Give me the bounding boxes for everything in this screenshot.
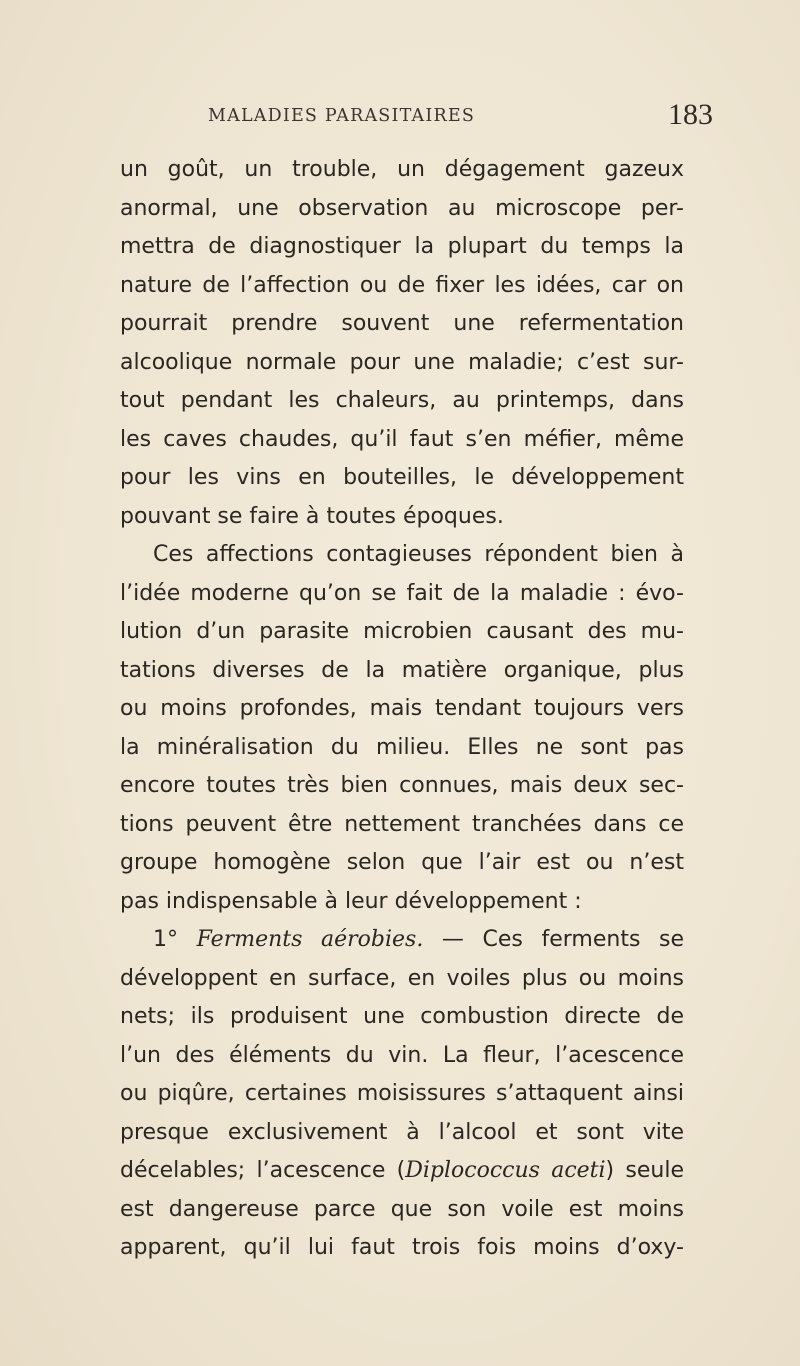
- text-line: mettra de diagnostiquer la plupart du temps la: [120, 234, 684, 259]
- text-line: nets; ils produisent une combustion directe de: [120, 1004, 684, 1029]
- text-line: un goût, un trouble, un dégagement gazeux: [120, 157, 684, 182]
- section-number: 1°: [153, 927, 178, 952]
- text-line: la minéralisation du milieu. Elles ne sont pas: [120, 734, 684, 760]
- text-line: l’un des éléments du vin. La fleur, l’acescence: [120, 1042, 684, 1068]
- text-line: apparent, qu’il lui faut trois fois moins d’oxy-: [120, 1235, 684, 1260]
- text-line: ou piqûre, certaines moisissures s’attaquent ainsi: [120, 1081, 684, 1106]
- section-heading-rest: — Ces ferments se: [423, 927, 685, 952]
- text-line: lution d’un parasite microbien causant des mu-: [120, 619, 684, 644]
- text-line: encore toutes très bien connues, mais deux sec-: [120, 773, 684, 798]
- text-fragment: décelables; l’acescence (: [120, 1158, 406, 1183]
- text-fragment: ) seule: [605, 1158, 684, 1183]
- text-line: ou moins profondes, mais tendant toujours vers: [120, 696, 684, 721]
- text-line: tout pendant les chaleurs, au printemps, dans: [120, 388, 684, 413]
- text-line: développent en surface, en voiles plus ou moins: [120, 965, 684, 991]
- text-line: pourrait prendre souvent une refermentation: [120, 311, 684, 336]
- text-line: alcoolique normale pour une maladie; c’est sur-: [120, 349, 684, 375]
- text-line: presque exclusivement à l’alcool et sont vite: [120, 1119, 684, 1145]
- text-line: pouvant se faire à toutes époques.: [120, 503, 504, 529]
- section-heading-line: [153, 922, 684, 958]
- page-number: 183: [668, 98, 713, 131]
- text-line: Ces affections contagieuses répondent bien à: [153, 542, 684, 567]
- text-line: pour les vins en bouteilles, le développement: [120, 465, 684, 490]
- text-line: pas indispensable à leur développement :: [120, 888, 582, 914]
- text-line: les caves chaudes, qu’il faut s’en méfier, même: [120, 426, 684, 452]
- text-line-diplococcus: [120, 1153, 684, 1189]
- section-heading: Ferments aérobies.: [196, 927, 424, 952]
- text-line: tations diverses de la matière organique, plus: [120, 657, 684, 683]
- species-name: Diplococcus aceti: [405, 1158, 606, 1183]
- page-header: [0, 96, 800, 140]
- text-line: l’idée moderne qu’on se fait de la maladie : évo-: [120, 580, 684, 606]
- text-line: groupe homogène selon que l’air est ou n’est: [120, 850, 684, 875]
- text-line: tions peuvent être nettement tranchées dans ce: [120, 811, 684, 837]
- text-line: nature de l’affection ou de fixer les idées, car on: [120, 272, 684, 298]
- text-line: est dangereuse parce que son voile est moins: [120, 1196, 684, 1222]
- running-head: MALADIES PARASITAIRES: [208, 106, 476, 126]
- text-line: anormal, une observation au microscope per-: [120, 195, 684, 221]
